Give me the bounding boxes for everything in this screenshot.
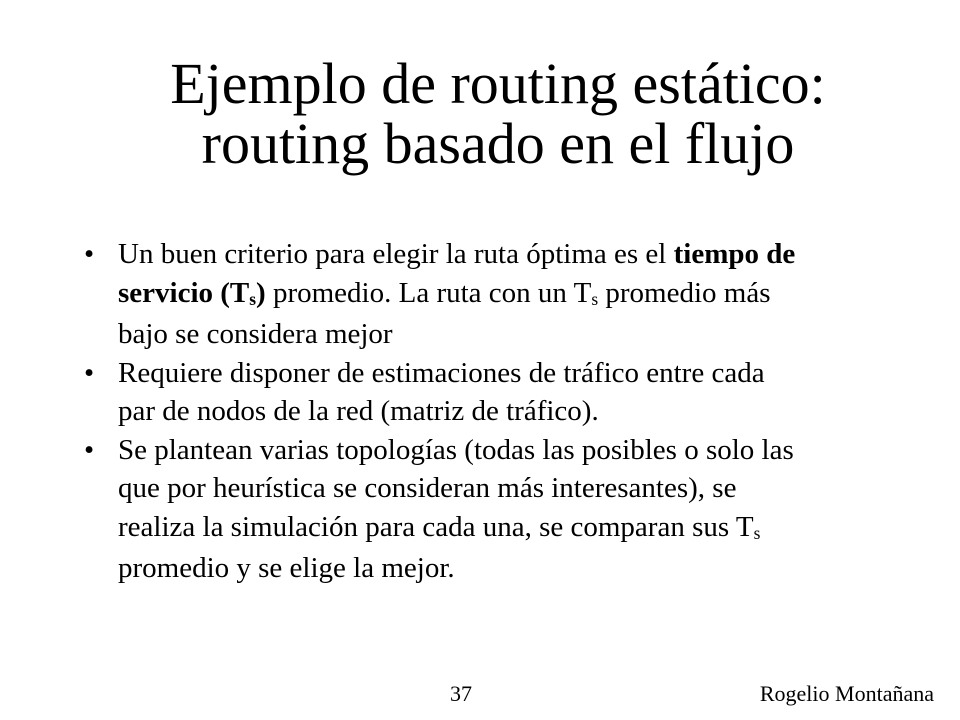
bullet-line: Requiere disponer de estimaciones de tráfico entre cada: [118, 356, 765, 389]
bullet-dot-icon: •: [84, 238, 95, 270]
bullet-line: par de nodos de la red (matriz de tráfico).: [118, 395, 599, 427]
slide-title-line-2: routing basado en el flujo: [201, 111, 795, 176]
bullet-item: [84, 354, 795, 431]
slide-title: [36, 51, 960, 176]
footer-author: Rogelio Montañana: [759, 681, 934, 706]
bullet-list: [84, 235, 795, 588]
bullet-line: que por heurística se consideran más interesantes), se: [118, 472, 737, 504]
bullet-line: bajo se considera mejor: [118, 318, 393, 350]
bullet-line: Un buen criterio para elegir la ruta óptima es el tiempo de: [118, 238, 796, 270]
bullet-item: [84, 235, 795, 354]
bullet-item: [84, 431, 795, 588]
bullet-dot-icon: •: [84, 356, 95, 389]
bullet-line: promedio y se elige la mejor.: [118, 552, 455, 584]
bullet-line: servicio (Ts) promedio. La ruta con un Ts promedio más: [118, 276, 771, 309]
bullet-line: realiza la simulación para cada una, se comparan sus Ts: [118, 510, 761, 543]
bullet-line: Se plantean varias topologías (todas las posibles o solo las: [118, 433, 794, 466]
slide-title-line-1: Ejemplo de routing estático:: [170, 51, 826, 116]
bullet-dot-icon: •: [84, 433, 95, 466]
page-number: 37: [450, 681, 472, 706]
